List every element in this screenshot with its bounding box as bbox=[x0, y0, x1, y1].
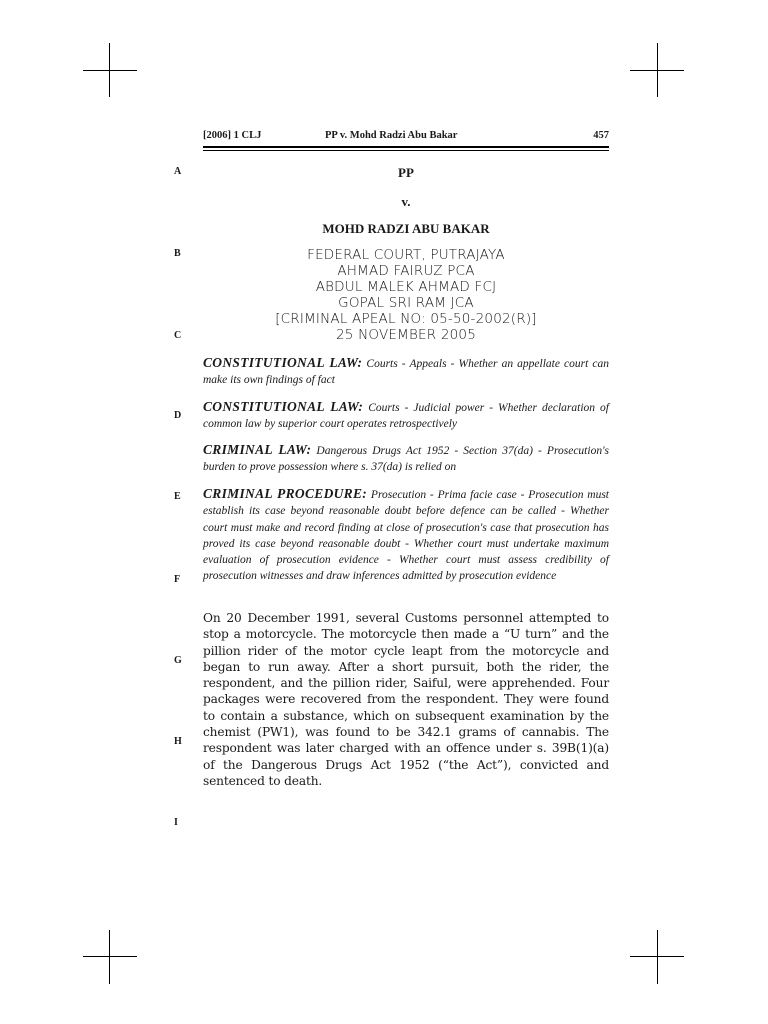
judge-2: ABDUL MALEK AHMAD FCJ bbox=[315, 279, 497, 295]
header-page-number: 457 bbox=[593, 130, 609, 141]
margin-letter-e: E bbox=[174, 491, 181, 502]
catchword-3-text: Dangerous Drugs Act 1952 - Section 37(da) - Prosecution's burden to prove possession where s. 37(da) is relied on bbox=[203, 445, 610, 474]
margin-letter-g: G bbox=[174, 655, 182, 666]
running-header bbox=[203, 130, 609, 146]
margin-letter-d: D bbox=[174, 410, 182, 421]
court-block bbox=[203, 247, 609, 343]
catchword-1 bbox=[203, 355, 609, 389]
catchword-3 bbox=[203, 442, 609, 476]
header-case-name: PP v. Mohd Radzi Abu Bakar bbox=[325, 130, 458, 141]
catchword-2 bbox=[203, 399, 609, 433]
judgment-date: 25 NOVEMBER 2005 bbox=[336, 327, 476, 343]
header-citation: [2006] 1 CLJ bbox=[203, 130, 262, 141]
judge-1: AHMAD FAIRUZ PCA bbox=[337, 263, 475, 279]
court-name: FEDERAL COURT, PUTRAJAYA bbox=[307, 247, 505, 263]
catchword-4-key: CRIMINAL PROCEDURE: bbox=[203, 486, 368, 501]
versus: v. bbox=[401, 194, 411, 209]
catchword-1-text: Courts - Appeals - Whether an appellate court can make its own findings of fact bbox=[203, 358, 610, 387]
margin-letter-a: A bbox=[174, 166, 182, 177]
header-rule-thick bbox=[203, 146, 609, 148]
party-one: PP bbox=[398, 165, 414, 180]
margin-letter-i: I bbox=[174, 817, 178, 828]
catchword-2-key: CONSTITUTIONAL LAW: bbox=[203, 399, 364, 414]
catchword-4 bbox=[203, 486, 609, 585]
case-number: [CRIMINAL APEAL NO: 05-50-2002(R)] bbox=[275, 311, 537, 327]
body-paragraph: On 20 December 1991, several Customs personnel attempted to stop a motorcycle. The motorcycle then made a “U turn” and the pillion rider of the motor cycle leapt from the motorcycle and began to run away. After a short pursuit, both the rider, the respondent, and the pillion rider, Saiful, were apprehended. Four packages were recovered from the respondent. They were found to contain a substance, which on subsequent examination by the chemist (PW1), was found to be 342.1 grams of cannabis. The respondent was later charged with an offence under s. 39B(1)(a) of the Dangerous Drugs Act 1952 (“the Act”), convicted and sentenced to death. bbox=[203, 611, 609, 788]
catchword-1-key: CONSTITUTIONAL LAW: bbox=[203, 355, 363, 370]
header-rule-thin bbox=[203, 150, 609, 151]
catchword-4-text: Prosecution - Prima facie case - Prosecution must establish its case beyond reasonable doubt before defence can be called - Whether court must make and record finding at close of prosecution's case that prosecution has proved its case beyond reasonable doubt - Whether court must undertake maximum evaluation of prosecution evidence - Whether court must assess credibility of prosecution witnesses and draw inferences admitted by prosecution evidence bbox=[203, 489, 610, 583]
margin-letter-c: C bbox=[174, 330, 182, 341]
margin-letter-h: H bbox=[174, 736, 182, 747]
margin-letter-b: B bbox=[174, 248, 181, 259]
party-two: MOHD RADZI ABU BAKAR bbox=[322, 221, 490, 236]
margin-letter-f: F bbox=[174, 574, 181, 585]
judge-3: GOPAL SRI RAM JCA bbox=[338, 295, 474, 311]
catchword-3-key: CRIMINAL LAW: bbox=[203, 442, 312, 457]
catchword-2-text: Courts - Judicial power - Whether declaration of common law by superior court operates retrospectively bbox=[203, 402, 609, 431]
